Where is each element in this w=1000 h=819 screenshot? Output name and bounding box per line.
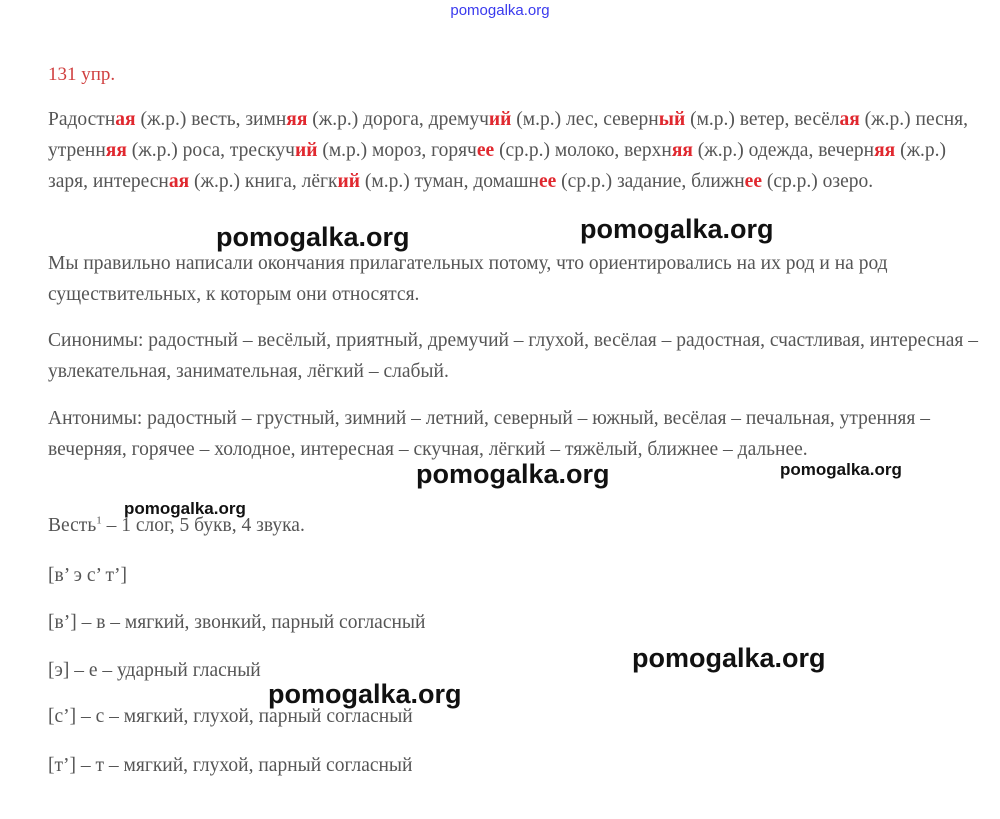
highlighted-ending: ая	[839, 109, 860, 130]
highlighted-ending: яя	[874, 140, 896, 161]
text-segment: (ср.р.) озеро.	[761, 171, 874, 192]
highlighted-ending: ая	[168, 171, 190, 192]
highlighted-ending: ая	[115, 109, 136, 130]
highlighted-ending: ее	[476, 140, 495, 161]
text-segment: (ж.р.) дорога, дремуч	[307, 109, 489, 130]
site-header-link[interactable]: pomogalka.org	[450, 2, 550, 19]
text-segment: (м.р.) ветер, весёл	[685, 109, 840, 130]
highlighted-ending: ий	[294, 140, 318, 161]
exercise-title: 131 упр.	[48, 64, 116, 85]
watermark: pomogalka.org	[780, 460, 902, 479]
analysis-superscript: 1	[96, 514, 102, 527]
text-segment: (ср.р.) задание, ближн	[556, 171, 745, 192]
highlighted-ending: яя	[105, 140, 127, 161]
highlighted-ending: ее	[538, 171, 557, 192]
highlighted-ending: яя	[671, 140, 693, 161]
text-segment: (ж.р.) заря, интересн	[48, 140, 947, 192]
analysis-word: Весть	[48, 515, 97, 536]
sound-row: [в’] – в – мягкий, звонкий, парный согласный	[48, 612, 426, 633]
text-segment: (ж.р.) роса, трескуч	[126, 140, 295, 161]
paragraph-explanation: Мы правильно написали окончания прилагательных потому, что ориентировались на их род и на род существительных, к которым они относятся.	[48, 253, 888, 305]
text-segment: (м.р.) лес, северн	[511, 109, 659, 130]
watermark: pomogalka.org	[124, 499, 246, 518]
text-segment: (м.р.) туман, домашн	[359, 171, 539, 192]
text-segment: (ж.р.) одежда, вечерн	[692, 140, 875, 161]
watermark: pomogalka.org	[268, 679, 462, 709]
watermark: pomogalka.org	[416, 459, 610, 489]
sound-row: [с’] – с – мягкий, глухой, парный согласный	[48, 706, 413, 727]
analysis-summary: – 1 слог, 5 букв, 4 звука.	[101, 515, 305, 536]
highlighted-ending: ый	[658, 109, 686, 130]
text-segment: (ср.р.) молоко, верхн	[494, 140, 672, 161]
watermark: pomogalka.org	[632, 643, 826, 673]
text-segment: (м.р.) мороз, горяч	[317, 140, 477, 161]
text-segment: (ж.р.) песня, утренн	[48, 109, 969, 161]
paragraph-synonyms: Синонимы: радостный – весёлый, приятный, дремучий – глухой, весёлая – радостная, счастливая, интересная – увлекательная, занимательная, лёгкий – слабый.	[48, 330, 979, 382]
watermark: pomogalka.org	[580, 214, 774, 244]
sound-row: [э] – е – ударный гласный	[48, 660, 261, 681]
sound-row: [т’] – т – мягкий, глухой, парный согласный	[48, 755, 413, 776]
highlighted-ending: ий	[337, 171, 360, 192]
paragraph-adjectives	[48, 104, 978, 197]
paragraph-antonyms: Антонимы: радостный – грустный, зимний – летний, северный – южный, весёлая – печальная, утренняя – вечерняя, горячее – холодное, интересная – скучная, лёгкий – тяжёлый, ближнее – дальнее.	[48, 408, 930, 460]
highlighted-ending: ий	[488, 109, 512, 130]
text-segment: (ж.р.) книга, лёгк	[189, 171, 338, 192]
text-segment: (ж.р.) весть, зимн	[135, 109, 287, 130]
highlighted-ending: яя	[286, 109, 308, 130]
watermark: pomogalka.org	[216, 222, 410, 252]
highlighted-ending: ее	[744, 171, 762, 192]
text-segment: Радостн	[48, 109, 116, 130]
transcription: [в’ э с’ т’]	[48, 565, 127, 586]
